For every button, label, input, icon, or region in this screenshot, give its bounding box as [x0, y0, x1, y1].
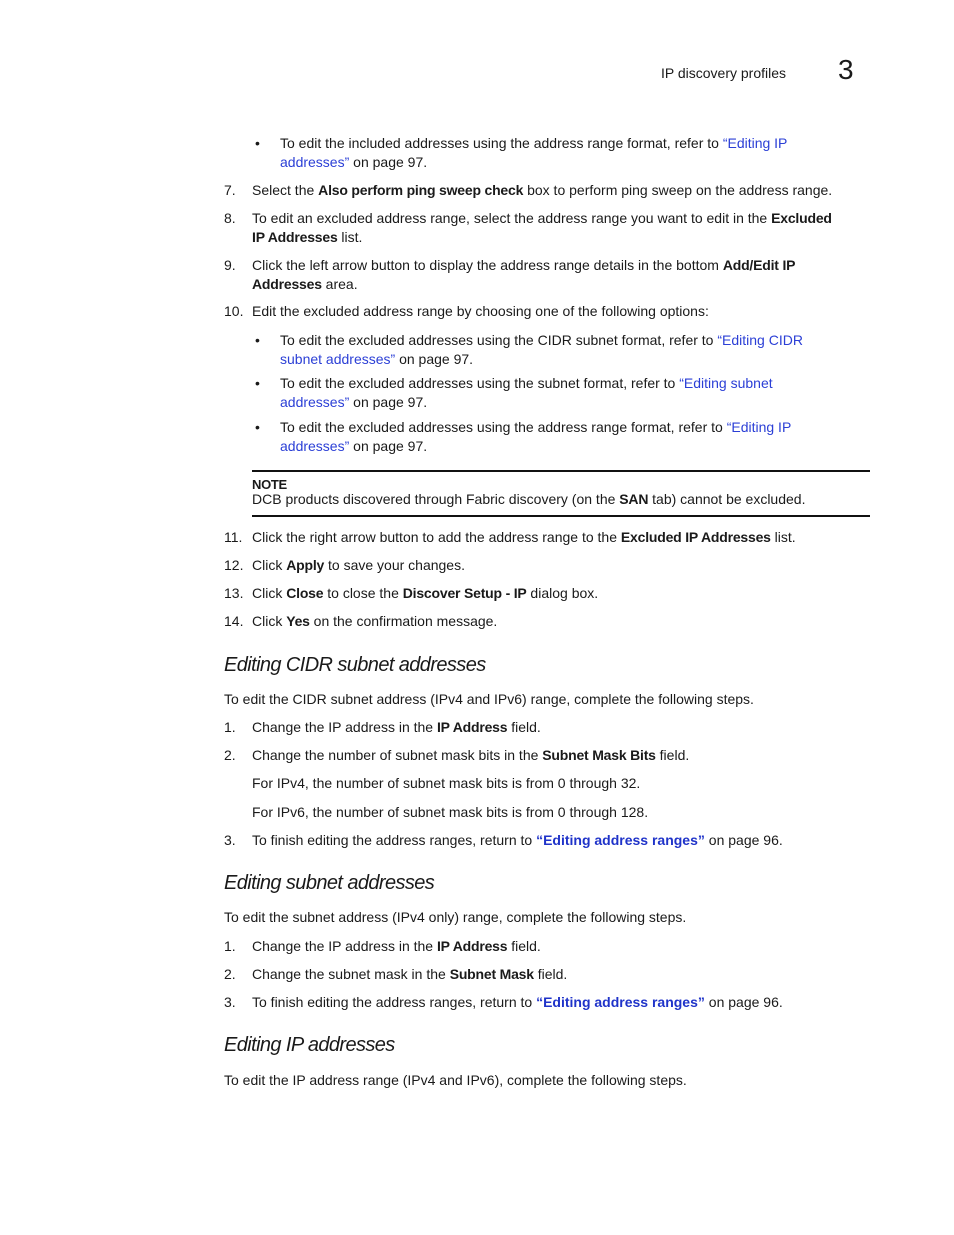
step-text: To finish editing the address ranges, return to “Editing address ranges” on page 96. — [252, 832, 783, 848]
section-heading: Editing CIDR subnet addresses — [224, 654, 486, 676]
step-number: 3. — [224, 832, 236, 848]
xref-link[interactable]: addresses” — [280, 154, 350, 170]
step-number: 2. — [224, 747, 236, 763]
step-number: 9. — [224, 257, 236, 273]
xref-link[interactable]: “Editing address ranges” — [536, 832, 705, 848]
list-item: To edit the excluded addresses using the subnet format, refer to “Editing subnet addresses” on page 97. — [280, 375, 773, 410]
xref-link[interactable]: “Editing subnet — [679, 375, 773, 391]
note-bottom-rule — [252, 515, 870, 517]
chapter-number: 3 — [838, 54, 854, 85]
bullet-marker: • — [255, 375, 260, 391]
step-text: Edit the excluded address range by choosing one of the following options: — [252, 303, 709, 319]
list-item: To edit the excluded addresses using the CIDR subnet format, refer to “Editing CIDR subnet addresses” on page 97. — [280, 332, 803, 367]
xref-link[interactable]: “Editing address ranges” — [536, 994, 705, 1010]
step-number: 2. — [224, 966, 236, 982]
step-text: Change the IP address in the IP Address field. — [252, 938, 541, 954]
step-text: Change the IP address in the IP Address field. — [252, 719, 541, 735]
list-item: To edit the excluded addresses using the address range format, refer to “Editing IP addresses” on page 97. — [280, 419, 792, 454]
section-heading: Editing subnet addresses — [224, 872, 435, 894]
xref-link[interactable]: “Editing IP — [722, 135, 788, 151]
section-intro: To edit the IP address range (IPv4 and IPv6), complete the following steps. — [224, 1072, 687, 1088]
step-text: Click the right arrow button to add the address range to the Excluded IP Addresses list. — [252, 529, 796, 545]
note-text: DCB products discovered through Fabric discovery (on the SAN tab) cannot be excluded. — [252, 491, 806, 507]
step-text: To edit an excluded address range, select the address range you want to edit in the Excluded IP Addresses list. — [252, 210, 832, 245]
step-text: Change the subnet mask in the Subnet Mask field. — [252, 966, 568, 982]
bullet-marker: • — [255, 419, 260, 435]
step-text: Click the left arrow button to display the address range details in the bottom Add/Edit IP Addresses area. — [252, 257, 796, 292]
step-number: 12. — [224, 557, 244, 573]
section-intro: To edit the CIDR subnet address (IPv4 and IPv6) range, complete the following steps. — [224, 691, 754, 707]
section-intro: To edit the subnet address (IPv4 only) range, complete the following steps. — [224, 909, 687, 925]
step-number: 14. — [224, 613, 244, 629]
xref-link[interactable]: “Editing IP — [726, 419, 792, 435]
step-number: 11. — [224, 529, 243, 545]
step-number: 7. — [224, 182, 236, 198]
step-text: Click Close to close the Discover Setup - IP dialog box. — [252, 585, 599, 601]
note-label: NOTE — [252, 477, 287, 492]
step-number: 8. — [224, 210, 236, 226]
step-text: Select the Also perform ping sweep check box to perform ping sweep on the address range. — [252, 182, 833, 198]
step-detail: For IPv6, the number of subnet mask bits is from 0 through 128. — [252, 804, 649, 820]
step-number: 3. — [224, 994, 236, 1010]
note-top-rule — [252, 470, 870, 472]
bullet-marker: • — [255, 135, 260, 151]
bullet-marker: • — [255, 332, 260, 348]
section-heading: Editing IP addresses — [224, 1034, 395, 1056]
xref-link[interactable]: subnet addresses” — [280, 351, 396, 367]
step-detail: For IPv4, the number of subnet mask bits is from 0 through 32. — [252, 775, 641, 791]
running-header: IP discovery profiles — [661, 65, 787, 81]
xref-link[interactable]: “Editing CIDR — [717, 332, 803, 348]
xref-link[interactable]: addresses” — [280, 438, 350, 454]
step-text: To finish editing the address ranges, return to “Editing address ranges” on page 96. — [252, 994, 783, 1010]
xref-link[interactable]: addresses” — [280, 394, 350, 410]
step-text: Click Yes on the confirmation message. — [252, 613, 498, 629]
step-number: 1. — [224, 938, 236, 954]
step-number: 10. — [224, 303, 244, 319]
step-number: 1. — [224, 719, 236, 735]
step-number: 13. — [224, 585, 244, 601]
step-text: Change the number of subnet mask bits in the Subnet Mask Bits field. — [252, 747, 690, 763]
list-item: To edit the included addresses using the address range format, refer to “Editing IP addresses” on page 97. — [280, 135, 788, 170]
step-text: Click Apply to save your changes. — [252, 557, 465, 573]
